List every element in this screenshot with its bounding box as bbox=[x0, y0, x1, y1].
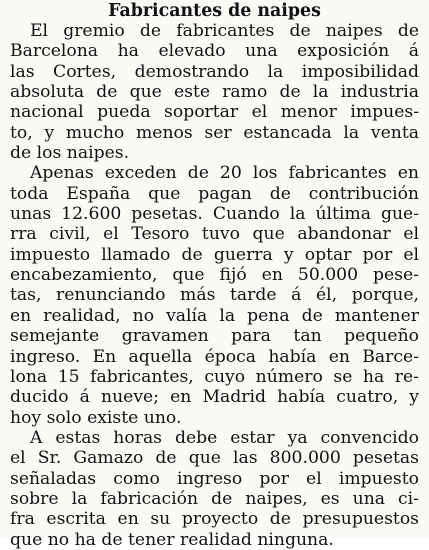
text-line: absoluta de que este ramo de la industria bbox=[10, 82, 419, 103]
text-line: rra civil, el Tesoro tuvo que abandonar el bbox=[10, 224, 419, 245]
paragraph-1 bbox=[10, 21, 419, 163]
text-line: el Sr. Gamazo de que las 800.000 pesetas bbox=[10, 448, 419, 469]
text-line: impuesto llamado de guerra y optar por el bbox=[10, 244, 419, 265]
text-line: El gremio de fabricantes de naipes de bbox=[30, 21, 419, 41]
text-line: Barcelona ha elevado una exposición á bbox=[10, 41, 419, 62]
text-line: de los naipes. bbox=[10, 143, 130, 164]
text-line: tas, renunciando más tarde á él, porque, bbox=[10, 285, 419, 306]
text-line: semejante gravamen para tan pequeño bbox=[10, 326, 419, 347]
text-line: lona 15 fabricantes, cuyo número se ha re- bbox=[10, 366, 419, 387]
text-line: encabezamiento, que fijó en 50.000 pese- bbox=[10, 265, 419, 286]
text-line: hoy solo existe uno. bbox=[10, 407, 182, 428]
text-line: ducido á nueve; en Madrid había cuatro, y bbox=[10, 387, 419, 408]
text-line: to, y mucho menos ser estancada la venta bbox=[10, 122, 419, 143]
text-line: Apenas exceden de 20 los fabricantes en bbox=[30, 163, 419, 184]
text-line: unas 12.600 pesetas. Cuando la última gue- bbox=[10, 204, 419, 225]
paragraph-2 bbox=[10, 163, 419, 427]
text-line: que no ha de tener realidad ninguna. bbox=[10, 529, 334, 550]
text-line: señaladas como ingreso por el impuesto bbox=[10, 468, 419, 489]
text-line: en realidad, no valía la pena de mantener bbox=[10, 305, 419, 326]
text-line: sobre la fabricación de naipes, es una ci- bbox=[10, 488, 419, 509]
article-body bbox=[10, 21, 419, 550]
text-line: fra escrita en su proyecto de presupuestos bbox=[10, 509, 419, 530]
text-line: A estas horas debe estar ya convencido bbox=[30, 427, 419, 448]
text-line: toda España que pagan de contribución bbox=[10, 183, 419, 204]
text-line: nacional pueda soportar el menor impues- bbox=[10, 102, 419, 123]
paragraph-3 bbox=[10, 428, 419, 550]
article-title: Fabricantes de naipes bbox=[108, 1, 321, 21]
text-line: ingreso. En aquella época había en Barce- bbox=[10, 346, 419, 367]
text-line: las Cortes, demostrando la imposibilidad bbox=[10, 61, 419, 82]
